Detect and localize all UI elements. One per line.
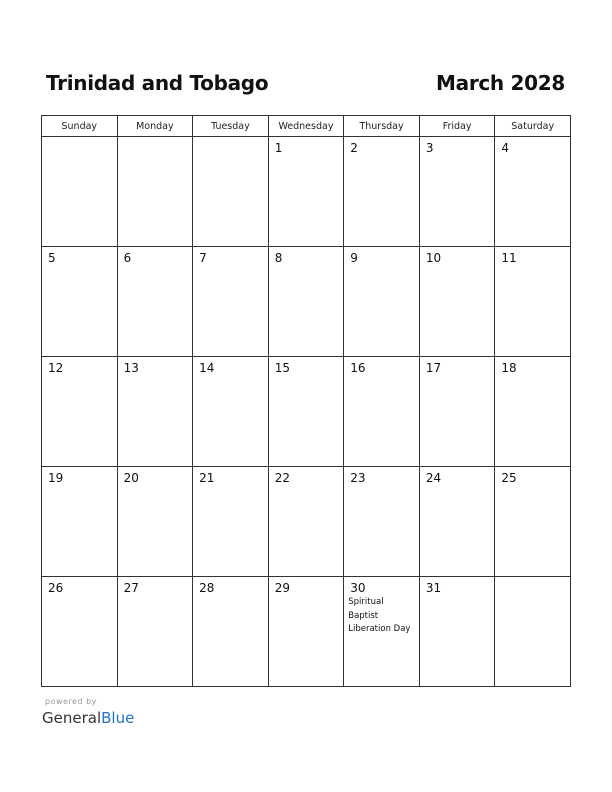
- day-number: 21: [199, 471, 215, 485]
- day-number: 3: [425, 141, 434, 155]
- day-number: 11: [501, 251, 517, 265]
- weekday-sunday: Sunday: [42, 116, 118, 137]
- day-cell: [495, 357, 571, 467]
- weekday-thursday: Thursday: [344, 116, 420, 137]
- day-number: 6: [123, 251, 132, 265]
- day-cell: [495, 247, 571, 357]
- day-cell: [42, 577, 118, 687]
- day-number: 7: [199, 251, 207, 265]
- day-cell: [419, 357, 495, 467]
- logo-text-general: General: [42, 709, 102, 727]
- weekday-tuesday: Tuesday: [193, 116, 269, 137]
- day-number: 9: [350, 251, 358, 265]
- day-cell: [193, 467, 269, 577]
- day-cell: [42, 357, 118, 467]
- day-number: 28: [199, 581, 215, 595]
- day-cell: [117, 247, 193, 357]
- day-cell: [42, 467, 118, 577]
- day-cell: [419, 467, 495, 577]
- day-number: 8: [274, 251, 283, 265]
- day-number: 18: [501, 361, 517, 375]
- week-row: [42, 467, 571, 577]
- day-cell: [344, 577, 420, 687]
- day-number: 16: [350, 361, 366, 375]
- week-row: [42, 137, 571, 247]
- day-cell: [495, 577, 571, 687]
- day-cell: [117, 577, 193, 687]
- day-cell: [193, 137, 269, 247]
- day-number: 27: [123, 581, 139, 595]
- day-number: 1: [274, 141, 283, 155]
- logo-text-blue: Blue: [101, 709, 135, 727]
- day-number: 13: [123, 361, 139, 375]
- day-number: 23: [350, 471, 366, 485]
- day-number: 26: [48, 581, 64, 595]
- country-title: Trinidad and Tobago: [46, 71, 269, 95]
- day-cell: [117, 467, 193, 577]
- day-cell: [42, 247, 118, 357]
- week-row: [42, 357, 571, 467]
- weekday-friday: Friday: [419, 116, 495, 137]
- day-number: 14: [199, 361, 215, 375]
- day-cell: [42, 137, 118, 247]
- day-number: 12: [48, 361, 64, 375]
- day-cell: [268, 357, 344, 467]
- day-number: 30: [350, 581, 366, 595]
- day-number: 5: [48, 251, 56, 265]
- day-number: 25: [501, 471, 517, 485]
- day-number: 2: [350, 141, 358, 155]
- day-cell: [117, 137, 193, 247]
- day-cell: [268, 247, 344, 357]
- generalblue-logo[interactable]: [42, 709, 134, 727]
- day-cell: [495, 137, 571, 247]
- day-number: 20: [123, 471, 139, 485]
- weekday-saturday: Saturday: [495, 116, 571, 137]
- day-number: 15: [274, 361, 290, 375]
- day-cell: [344, 467, 420, 577]
- day-cell: [495, 467, 571, 577]
- holiday-label: Spiritual Baptist Liberation Day: [348, 597, 411, 634]
- day-number: 19: [48, 471, 64, 485]
- day-cell: [193, 357, 269, 467]
- day-cell: [344, 137, 420, 247]
- day-number: 29: [274, 581, 290, 595]
- month-year-title: March 2028: [436, 71, 565, 95]
- day-cell: [193, 577, 269, 687]
- week-row: [42, 247, 571, 357]
- day-number: 10: [425, 251, 442, 265]
- week-row: [42, 577, 571, 687]
- weekday-monday: Monday: [117, 116, 193, 137]
- day-cell: [344, 247, 420, 357]
- day-cell: [268, 137, 344, 247]
- weekday-header-row: [42, 116, 571, 137]
- day-cell: [117, 357, 193, 467]
- weekday-wednesday: Wednesday: [268, 116, 344, 137]
- day-cell: [419, 137, 495, 247]
- calendar-grid: [41, 115, 571, 687]
- day-cell: [193, 247, 269, 357]
- day-number: 31: [425, 581, 442, 595]
- day-cell: [268, 467, 344, 577]
- day-number: 22: [274, 471, 290, 485]
- day-cell: [344, 357, 420, 467]
- powered-by-text: powered by: [45, 697, 97, 706]
- day-number: 4: [501, 141, 510, 155]
- day-cell: [419, 247, 495, 357]
- day-number: 24: [425, 471, 442, 485]
- day-cell: [268, 577, 344, 687]
- day-cell: [419, 577, 495, 687]
- day-number: 17: [425, 361, 442, 375]
